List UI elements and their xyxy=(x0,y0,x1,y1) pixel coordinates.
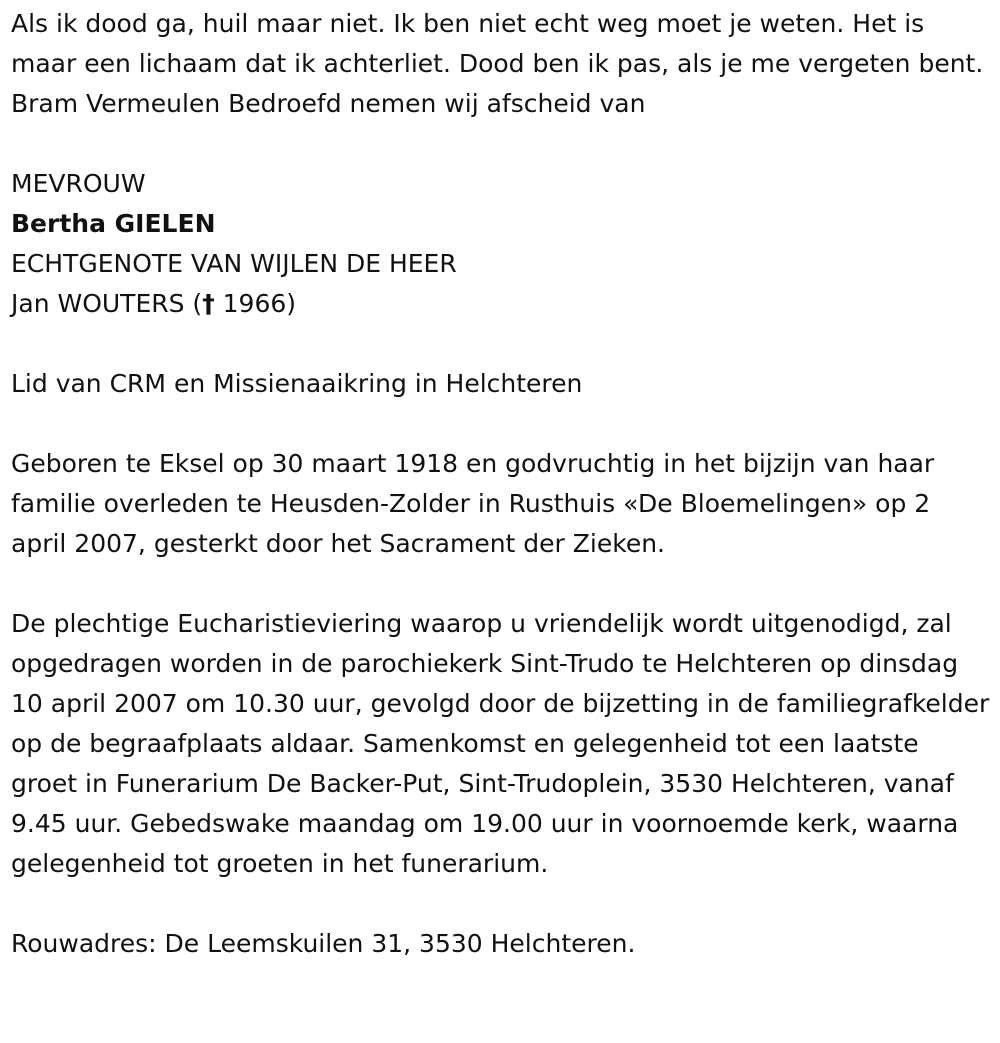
spacer xyxy=(11,124,991,164)
spacer xyxy=(11,564,991,604)
cross-icon: † xyxy=(202,289,215,318)
ceremony-paragraph: De plechtige Eucharistieviering waarop u vriendelijk wordt uitgenodigd, zal opgedragen worden in de parochiekerk Sint-Trudo te Helchteren op dinsdag 10 april 2007 om 10.30 uur, gevolgd door de bijzetting in de familiegrafkelder op de begraafplaats aldaar. Samenkomst en gelegenheid tot een laatste groet in Funerarium De Backer-Put, Sint-Trudoplein, 3530 Helchteren, vanaf 9.45 uur. Gebedswake maandag om 19.00 uur in voornoemde kerk, waarna gelegenheid tot groeten in het funerarium. xyxy=(11,609,990,878)
birth-death-paragraph: Geboren te Eksel op 30 maart 1918 en godvruchtig in het bijzijn van haar familie overleden te Heusden-Zolder in Rusthuis «De Bloemelingen» op 2 april 2007, gesterkt door het Sacrament der Zieken. xyxy=(11,449,935,558)
deceased-name: Bertha GIELEN xyxy=(11,209,216,238)
spacer xyxy=(11,404,991,444)
obituary-notice xyxy=(11,4,991,964)
spouse-name: Jan WOUTERS ( xyxy=(11,289,203,318)
mourning-address: Rouwadres: De Leemskuilen 31, 3530 Helchteren. xyxy=(11,929,636,958)
membership: Lid van CRM en Missienaaikring in Helchteren xyxy=(11,369,583,398)
spacer xyxy=(11,884,991,924)
spouse-title: ECHTGENOTE VAN WIJLEN DE HEER xyxy=(11,249,457,278)
spouse-death-year: 1966) xyxy=(222,289,297,318)
honorific: MEVROUW xyxy=(11,169,146,198)
opening-poem: Als ik dood ga, huil maar niet. Ik ben niet echt weg moet je weten. Het is maar een lichaam dat ik achterliet. Dood ben ik pas, als je me vergeten bent. Bram Vermeulen Bedroefd nemen wij afscheid van xyxy=(11,9,984,118)
spacer xyxy=(11,324,991,364)
spouse-line xyxy=(11,284,991,324)
